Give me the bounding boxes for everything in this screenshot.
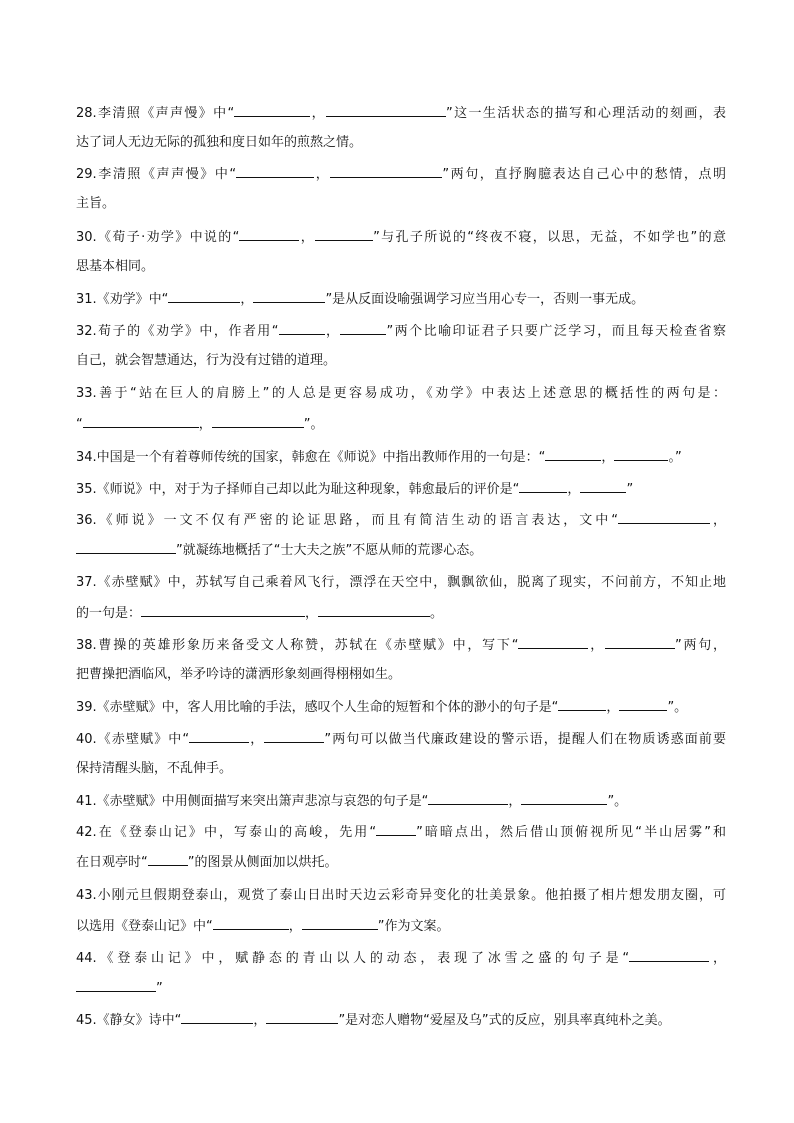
- question-29: 29.李清照《声声慢》中“ ， ”两句，直抒胸臆表达自己心中的愁情，点明: [76, 164, 726, 185]
- question-44-cont: ”: [76, 978, 726, 999]
- question-32: 32.荀子的《劝学》中，作者用“ ， ”两个比喻印证君子只要广泛学习，而且每天检查省察: [76, 321, 726, 342]
- answer-blank[interactable]: [168, 289, 240, 303]
- answer-blank[interactable]: [618, 510, 710, 524]
- answer-blank[interactable]: [558, 697, 606, 711]
- question-44: 44.《登泰山记》中，赋静态的青山以人的动态，表现了冰雪之盛的句子是“ ，: [76, 948, 726, 969]
- answer-blank[interactable]: [212, 414, 304, 428]
- answer-blank[interactable]: [330, 164, 442, 178]
- question-40: 40.《赤壁赋》中“ ， ”两句可以做当代廉政建设的警示语，提醒人们在物质诱惑面前要: [76, 729, 726, 750]
- answer-blank[interactable]: [605, 635, 675, 649]
- question-31: 31.《劝学》中“ ， ”是从反面设喻强调学习应当用心专一，否则一事无成。: [76, 289, 726, 310]
- answer-blank[interactable]: [580, 479, 626, 493]
- question-33: 33.善于“站在巨人的肩膀上”的人总是更容易成功，《劝学》中表达上述意思的概括性的两句是：: [76, 386, 726, 401]
- answer-blank[interactable]: [519, 479, 567, 493]
- question-35: 35.《师说》中，对于为子择师自己却以此为耻这种现象，韩愈最后的评价是“ ， ”: [76, 479, 726, 500]
- question-41: 41.《赤壁赋》中用侧面描写来突出箫声悲凉与哀怨的句子是“ ， ”。: [76, 791, 726, 812]
- question-37-cont: 的一句是： ， 。: [76, 603, 726, 624]
- answer-blank[interactable]: [253, 289, 325, 303]
- answer-blank[interactable]: [315, 227, 373, 241]
- question-37: 37.《赤壁赋》中，苏轼写自己乘着风飞行，漂浮在天空中，飘飘欲仙，脱离了现实，不问前方，不知止地: [76, 575, 726, 590]
- question-36: 36.《师说》一文不仅有严密的论证思路，而且有简洁生动的语言表达，文中“ ，: [76, 510, 726, 531]
- question-42: 42.在《登泰山记》中，写泰山的高峻，先用“ ”暗暗点出，然后借山顶俯视所见“半山居雾”和: [76, 822, 726, 843]
- question-36-cont: ”就凝练地概括了“士大夫之族”不愿从师的荒谬心态。: [76, 540, 726, 561]
- question-39: 39.《赤壁赋》中，客人用比喻的手法，感叹个人生命的短暂和个体的渺小的句子是“ ， ”。: [76, 697, 726, 718]
- answer-blank[interactable]: [83, 414, 199, 428]
- answer-blank[interactable]: [340, 321, 386, 335]
- question-30-cont: 思基本相同。: [76, 259, 155, 274]
- question-34: 34.中国是一个有着尊师传统的国家，韩愈在《师说》中指出教师作用的一句是：“ ， 。”: [76, 447, 726, 468]
- question-43-cont: 以选用《登泰山记》中“ ， ”作为文案。: [76, 916, 726, 937]
- answer-blank[interactable]: [376, 822, 416, 836]
- question-42-cont: 在日观亭时“ ”的图景从侧面加以烘托。: [76, 852, 726, 873]
- answer-blank[interactable]: [266, 1010, 338, 1024]
- question-32-cont: 自己，就会智慧通达，行为没有过错的道理。: [76, 353, 337, 368]
- answer-blank[interactable]: [213, 916, 289, 930]
- answer-blank[interactable]: [239, 227, 299, 241]
- answer-blank[interactable]: [629, 948, 709, 962]
- question-45: 45.《静女》诗中“ ， ”是对恋人赠物“爱屋及乌”式的反应，别具率真纯朴之美。: [76, 1010, 726, 1031]
- answer-blank[interactable]: [234, 103, 310, 117]
- answer-blank[interactable]: [76, 540, 176, 554]
- question-38: 38.曹操的英雄形象历来备受文人称赞，苏轼在《赤壁赋》中，写下“ ， ”两句，: [76, 635, 726, 656]
- question-30: 30.《荀子·劝学》中说的“ ， ”与孔子所说的“终夜不寝，以思，无益，不如学也”的意: [76, 227, 726, 248]
- answer-blank[interactable]: [614, 447, 668, 461]
- answer-blank[interactable]: [521, 791, 607, 805]
- question-28-cont: 达了词人无边无际的孤独和度日如年的煎熬之情。: [76, 135, 363, 150]
- question-29-cont: 主旨。: [76, 196, 116, 211]
- question-28: 28.李清照《声声慢》中“ ， ”这一生活状态的描写和心理活动的刻画，表: [76, 103, 726, 124]
- question-43: 43.小刚元旦假期登泰山，观赏了泰山日出时天边云彩奇异变化的壮美景象。他拍摄了相片想发朋友圈，可: [76, 888, 726, 903]
- question-38-cont: 把曹操把酒临风，举矛吟诗的潇洒形象刻画得栩栩如生。: [76, 667, 402, 682]
- answer-blank[interactable]: [302, 916, 378, 930]
- answer-blank[interactable]: [428, 791, 508, 805]
- question-33-cont: “ ， ”。: [76, 414, 726, 435]
- answer-blank[interactable]: [518, 635, 588, 649]
- answer-blank[interactable]: [279, 321, 325, 335]
- question-40-cont: 保持清醒头脑，不乱伸手。: [76, 761, 233, 776]
- answer-blank[interactable]: [318, 603, 430, 617]
- answer-blank[interactable]: [264, 729, 324, 743]
- answer-blank[interactable]: [141, 603, 305, 617]
- answer-blank[interactable]: [236, 164, 314, 178]
- answer-blank[interactable]: [148, 852, 188, 866]
- answer-blank[interactable]: [76, 978, 156, 992]
- answer-blank[interactable]: [619, 697, 667, 711]
- answer-blank[interactable]: [326, 103, 446, 117]
- answer-blank[interactable]: [189, 729, 249, 743]
- answer-blank[interactable]: [181, 1010, 253, 1024]
- answer-blank[interactable]: [545, 447, 601, 461]
